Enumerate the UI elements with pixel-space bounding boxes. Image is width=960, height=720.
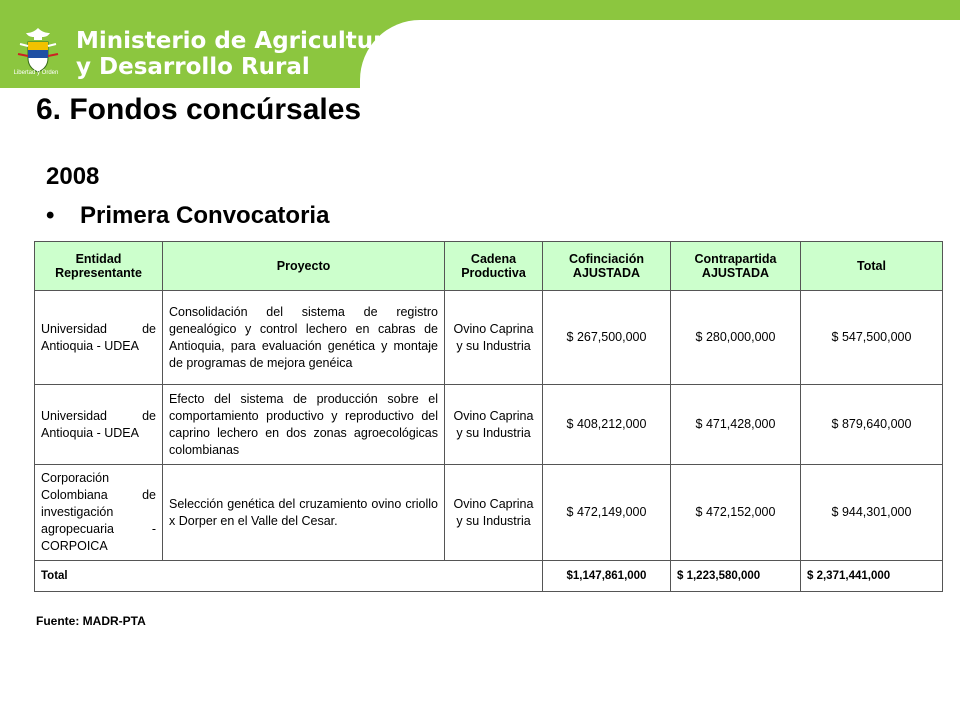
cell-total: $ 879,640,000	[801, 385, 943, 465]
ministry-name	[76, 28, 400, 80]
cell-proyecto: Consolidación del sistema de registro genealógico y control lechero en cabras de Antioquia, para evaluación genética y montaje de programas de mejora genéica	[163, 291, 445, 385]
subtitle: Primera Convocatoria	[80, 202, 330, 229]
total-row	[35, 561, 943, 592]
cell-contrapartida: $ 471,428,000	[671, 385, 801, 465]
ministry-line-2: y Desarrollo Rural	[76, 54, 310, 80]
total-label: Total	[35, 561, 543, 592]
cell-cadena: Ovino Caprina y su Industria	[445, 385, 543, 465]
cell-cofinanciacion: $ 472,149,000	[543, 465, 671, 561]
cell-cadena: Ovino Caprina y su Industria	[445, 291, 543, 385]
year-heading: 2008	[46, 163, 100, 190]
cell-entidad: Corporación Colombiana de investigación agropecuaria - CORPOICA	[35, 465, 163, 561]
cell-cofinanciacion: $ 267,500,000	[543, 291, 671, 385]
column-header-cadena: Cadena Productiva	[445, 242, 543, 291]
table-row	[35, 465, 943, 561]
cell-proyecto: Efecto del sistema de producción sobre el comportamiento productivo y reproductivo del caprino lechero en dos zonas agroecológicas colombianas	[163, 385, 445, 465]
column-header-total: Total	[801, 242, 943, 291]
total-contrapartida: $ 1,223,580,000	[671, 561, 801, 592]
funds-table	[34, 241, 943, 592]
cell-cofinanciacion: $ 408,212,000	[543, 385, 671, 465]
cell-total: $ 944,301,000	[801, 465, 943, 561]
slide-title: 6. Fondos concúrsales	[36, 93, 362, 126]
bullet-icon: •	[46, 202, 55, 229]
cell-proyecto: Selección genética del cruzamiento ovino criollo x Dorper en el Valle del Cesar.	[163, 465, 445, 561]
bullet-item	[46, 202, 329, 230]
header-white-curve	[360, 20, 960, 90]
header-green-stripe	[300, 0, 960, 20]
logo-caption: Libertad y Orden	[13, 70, 59, 76]
total-total: $ 2,371,441,000	[801, 561, 943, 592]
cell-entidad: Universidad de Antioquia - UDEA	[35, 385, 163, 465]
source-note: Fuente: MADR-PTA	[36, 614, 146, 628]
table-row	[35, 291, 943, 385]
ministry-line-1: Ministerio de Agricultura	[76, 28, 401, 54]
column-header-proyecto: Proyecto	[163, 242, 445, 291]
column-header-cofinanciacion: Cofinciación AJUSTADA	[543, 242, 671, 291]
cell-contrapartida: $ 280,000,000	[671, 291, 801, 385]
column-header-entidad: Entidad Representante	[35, 242, 163, 291]
cell-cadena: Ovino Caprina y su Industria	[445, 465, 543, 561]
cell-total: $ 547,500,000	[801, 291, 943, 385]
total-cofinanciacion: $1,147,861,000	[543, 561, 671, 592]
cell-contrapartida: $ 472,152,000	[671, 465, 801, 561]
table-header-row	[35, 242, 943, 291]
table-row	[35, 385, 943, 465]
column-header-contrapartida: Contrapartida AJUSTADA	[671, 242, 801, 291]
cell-entidad: Universidad de Antioquia - UDEA	[35, 291, 163, 385]
header-band	[0, 0, 960, 90]
